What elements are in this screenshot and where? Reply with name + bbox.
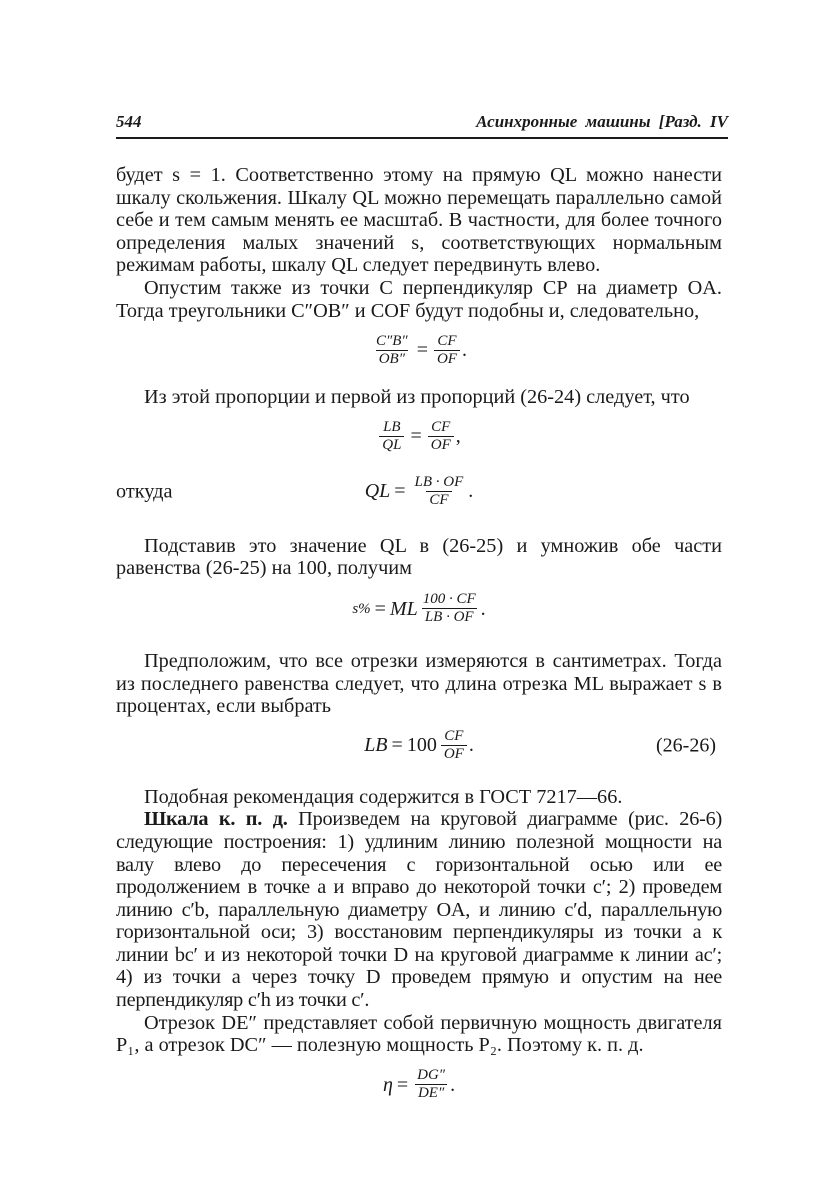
formula-similar-triangles [116, 322, 722, 378]
formula-slip-percent [116, 580, 722, 638]
equals-sign: = [396, 1073, 409, 1096]
numerator: LB · OF [414, 474, 464, 491]
section-title: Асинхронные машины [Разд. IV [476, 112, 728, 131]
paragraph-text: Произведем на круговой диаграмме (рис. 26-6) следующие построения: 1) удлиним линию полезной мощности на валу влево до пересечения с горизонтальной осью или ее продолжением в точке a и вправо до некоторой точки c′; 2) проведем линию c′b, параллельную диаметру OA, и линию c′d, параллельную горизонтальной оси; 3) восстановим перпендикуляры из точки a к линии bc′ и из некоторой точки D на круговой диаграмме к линии ac′; 4) из точки a через точку D проведем прямую и опустим на нее перпендикуляр c′h из точки c′. [116, 808, 722, 1012]
denominator: OF [428, 436, 454, 454]
punctuation: . [468, 480, 474, 503]
paragraph-gost: Подобная рекомендация содержится в ГОСТ 7217—66. [144, 785, 623, 808]
numerator: LB [383, 419, 401, 436]
numerator: 100 · CF [422, 591, 476, 608]
lhs: s% [352, 600, 371, 617]
formula-proportion [116, 409, 722, 465]
paragraph-centimeters: Предположим, что все отрезки измеряются в сантиметрах. Тогда из последнего равенства следует, что длина отрезка ML выражает s в процентах, если выбрать [116, 649, 722, 718]
fraction-right [428, 419, 454, 454]
equation-number: (26-26) [656, 734, 716, 757]
numerator: C″B″ [376, 332, 408, 349]
lhs: η [382, 1073, 393, 1096]
numerator: CF [437, 332, 457, 349]
paragraph-segment: Отрезок DE″ представляет собой первичную мощность двигателя P₁, а отрезок DC″ — полезную мощность P₂. Поэтому к. п. д. [116, 1011, 722, 1057]
equals-sign: = [410, 425, 422, 448]
equals-sign: = [394, 480, 406, 503]
lhs: QL [364, 480, 391, 503]
denominator: DE″ [415, 1084, 447, 1102]
fraction [414, 1067, 448, 1102]
run-in-heading: Шкала к. п. д. [144, 808, 288, 831]
equals-sign: = [391, 734, 403, 757]
punctuation: . [461, 338, 467, 361]
fraction [420, 591, 479, 626]
punctuation: , [455, 425, 461, 448]
formula-ql [116, 465, 722, 519]
fraction-left [379, 419, 404, 454]
denominator: OB″ [376, 350, 408, 368]
numerator: DG″ [417, 1067, 446, 1084]
page-number: 544 [116, 112, 142, 131]
punctuation: . [480, 597, 486, 620]
denominator: OF [441, 745, 467, 763]
formula-efficiency [116, 1057, 722, 1113]
denominator: QL [379, 436, 404, 454]
denominator: CF [426, 491, 451, 509]
lhs: LB [364, 734, 388, 757]
fraction-left [373, 333, 411, 368]
factor: ML [389, 597, 418, 620]
formula-26-26 [116, 718, 722, 774]
header-rule [116, 137, 728, 139]
paragraph-substitute: Подставив это значение QL в (26-25) и умножив обе части равенства (26-25) на 100, получим [116, 534, 722, 580]
numerator: CF [431, 419, 451, 436]
equals-sign: = [374, 597, 386, 620]
label-otkuda: откуда [116, 480, 173, 503]
paragraph-perpendicular: Опустим также из точки C перпендикуляр CP на диаметр OA. Тогда треугольники C″OB″ и COF будут подобны и, следовательно, [116, 276, 722, 322]
factor: 100 [406, 734, 437, 757]
page-body [116, 164, 722, 1113]
running-header [116, 112, 728, 134]
denominator: OF [434, 350, 460, 368]
punctuation: . [450, 1073, 456, 1096]
fraction-right [434, 333, 460, 368]
numerator: CF [444, 728, 464, 745]
paragraph-slip-scale: будет s = 1. Соответственно этому на прямую QL можно нанести шкалу скольжения. Шкалу QL можно перемещать параллельно самой себе и тем самым менять ее масштаб. В частности, для более точного определения малых значений s, соответствующих нормальным режимам работы, шкалу QL следует передвинуть влево. [116, 164, 722, 277]
punctuation: . [468, 734, 474, 757]
paragraph-efficiency-scale [116, 808, 722, 1011]
fraction [412, 474, 467, 509]
denominator: LB · OF [422, 608, 477, 626]
paragraph-proportion: Из этой пропорции и первой из пропорций (26-24) следует, что [144, 386, 690, 409]
equals-sign: = [416, 338, 428, 361]
fraction [441, 728, 467, 763]
